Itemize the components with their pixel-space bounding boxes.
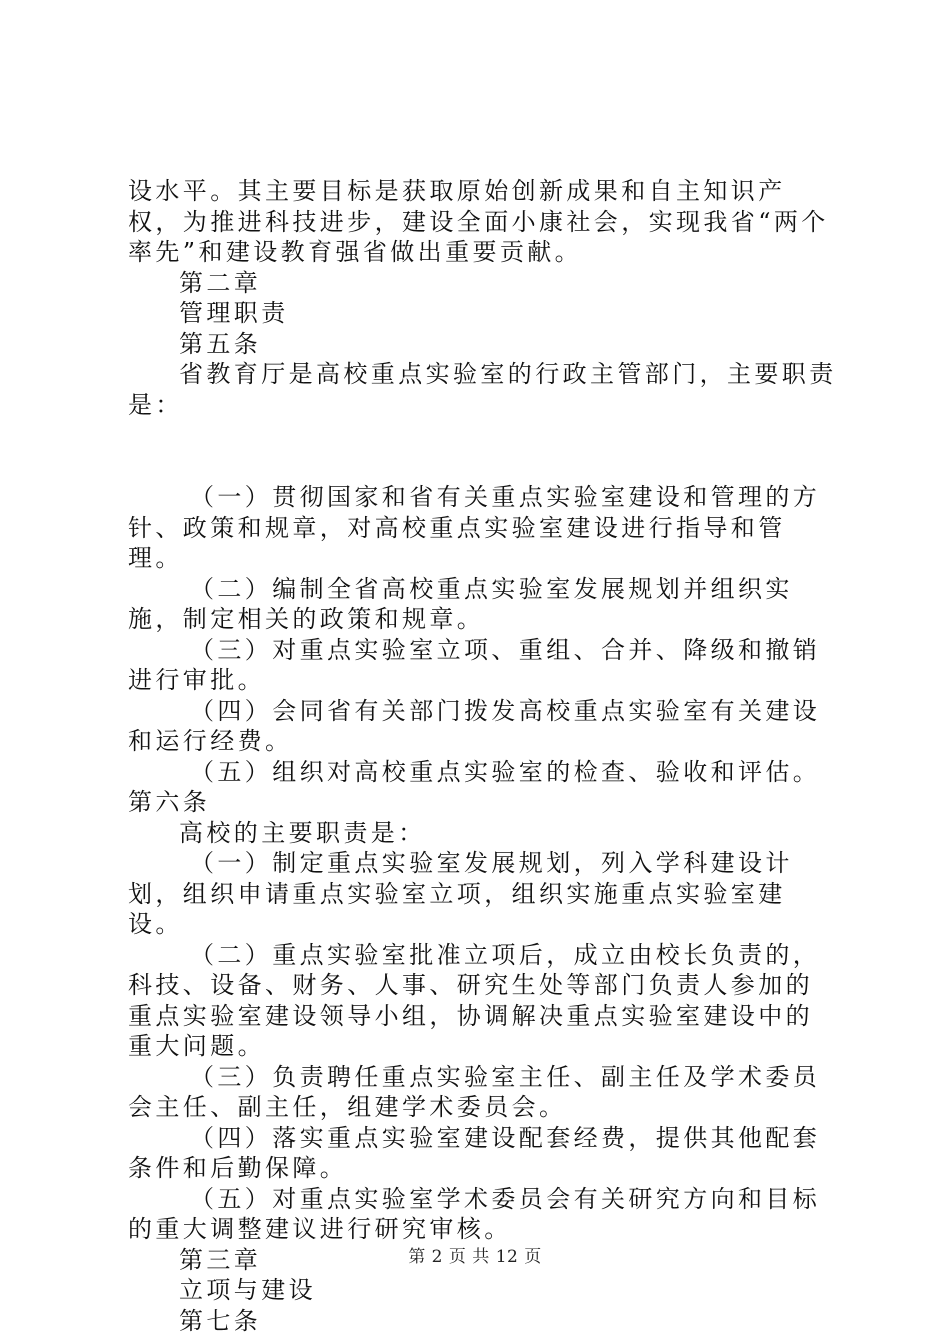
paragraph: （三）负责聘任重点实验室主任、副主任及学术委员会主任、副主任，组建学术委员会。 [128,1062,821,1121]
paragraph: （一）贯彻国家和省有关重点实验室建设和管理的方针、政策和规章，对高校重点实验室建设进行指导和管理。 [128,483,821,572]
paragraph: （三）对重点实验室立项、重组、合并、降级和撤销进行审批。 [128,635,821,694]
paragraph: 立项与建设 [179,1276,316,1304]
paragraph: （四）会同省有关部门拨发高校重点实验室有关建设和运行经费。 [128,696,821,755]
paragraph: 设水平。其主要目标是获取原始创新成果和自主知识产权，为推进科技进步，建设全面小康社会，实现我省“两个率先”和建设教育强省做出重要贡献。 [128,177,829,266]
paragraph: 第七条 [179,1306,262,1335]
paragraph: （五）对重点实验室学术委员会有关研究方向和目标的重大调整建议进行研究审核。 [128,1184,821,1243]
paragraph: 第五条 [179,329,262,358]
paragraph: （二）编制全省高校重点实验室发展规划并组织实施，制定相关的政策和规章。 [128,574,793,633]
paragraph: （四）落实重点实验室建设配套经费，提供其他配套条件和后勤保障。 [128,1123,821,1182]
paragraph: （五）组织对高校重点实验室的检查、验收和评估。第六条 [128,757,821,816]
paragraph: 省教育厅是高校重点实验室的行政主管部门，主要职责是： [128,360,837,419]
paragraph: （二）重点实验室批准立项后，成立由校长负责的，科技、设备、财务、人事、研究生处等部门负责人参加的重点实验室建设领导小组，协调解决重点实验室建设中的重大问题。 [128,940,821,1060]
paragraph: （一）制定重点实验室发展规划，列入学科建设计划，组织申请重点实验室立项，组织实施重点实验室建设。 [128,849,793,938]
paragraph: 高校的主要职责是： [179,818,426,847]
paragraph: 第三章 [179,1245,262,1274]
paragraph: 管理职责 [179,299,289,327]
document-body [128,176,838,1336]
paragraph: 第二章 [179,268,262,297]
paragraph-spacer [128,436,838,466]
page-footer: 第 2 页 共 12 页 [408,1247,542,1267]
